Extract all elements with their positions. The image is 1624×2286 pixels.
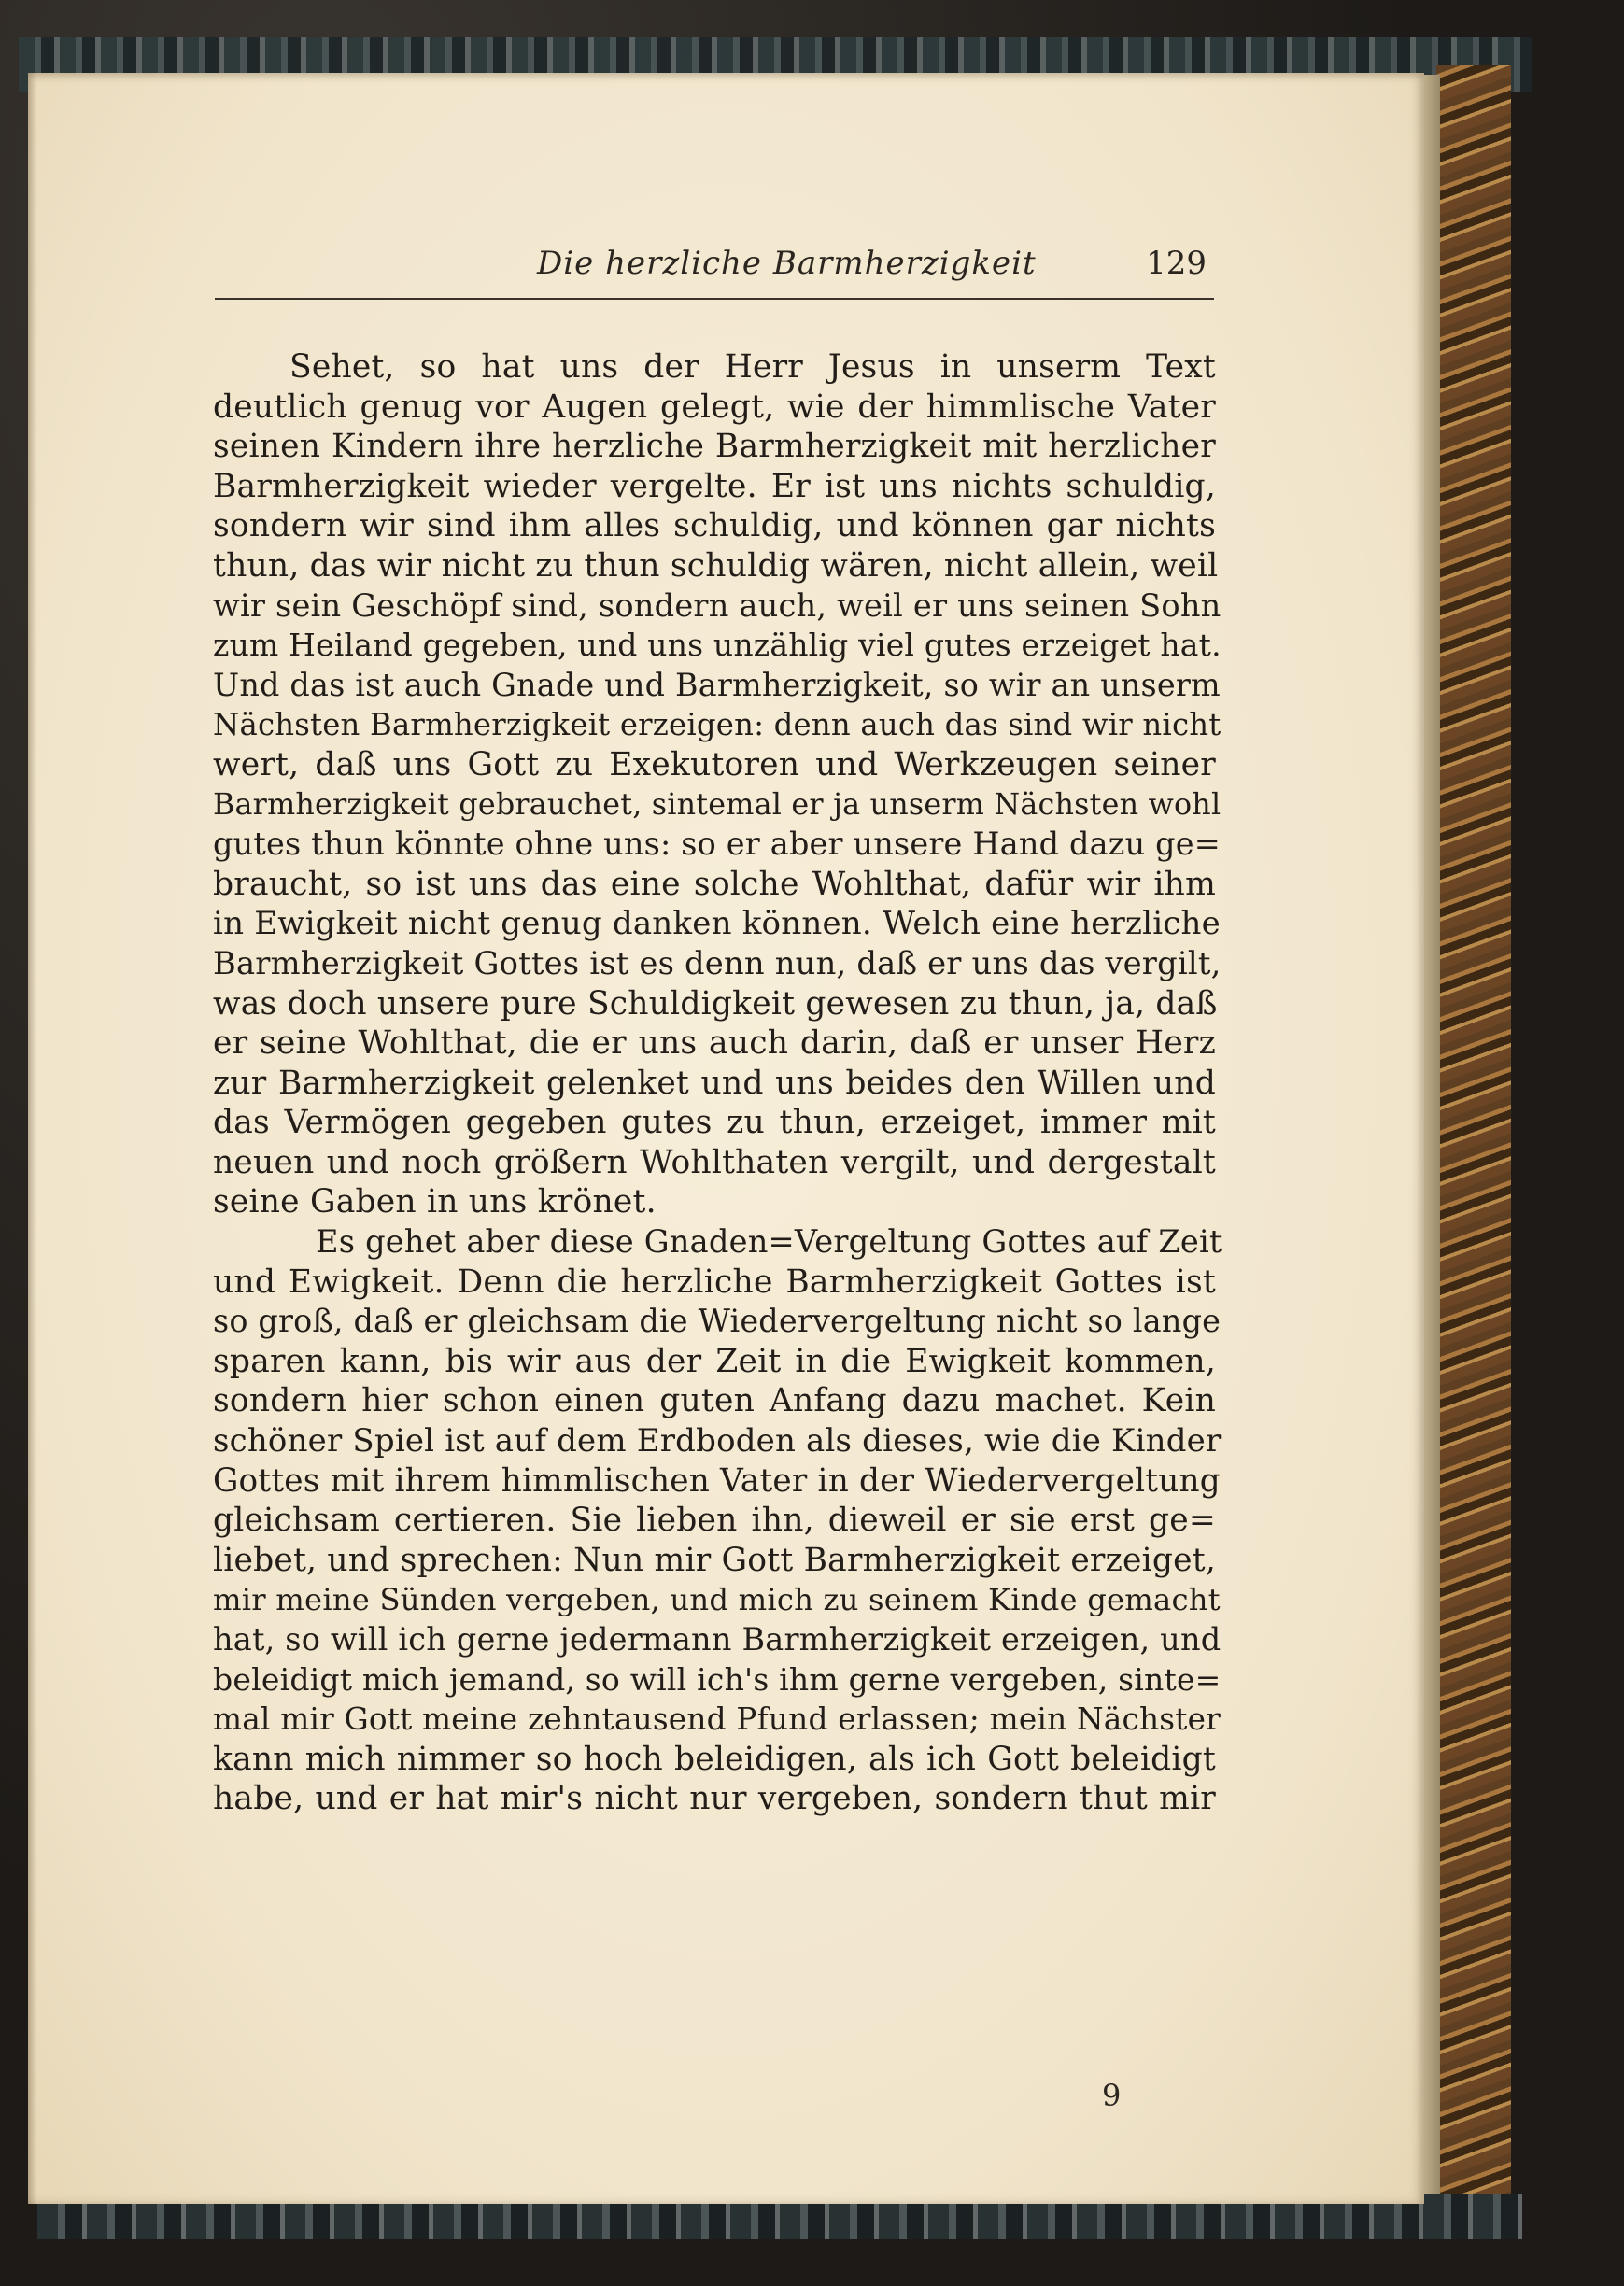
text-line: deutlich genug vor Augen gelegt, wie der himmlische Vater bbox=[213, 388, 1216, 426]
text-line: zur Barmherzigkeit gelenket und uns beides den Willen und bbox=[213, 1064, 1216, 1102]
text-line: sparen kann, bis wir aus der Zeit in die Ewigkeit kommen, bbox=[213, 1342, 1216, 1380]
text-line: wir sein Geschöpf sind, sondern auch, weil er uns seinen Sohn bbox=[213, 586, 1222, 624]
text-line: und Ewigkeit. Denn die herzliche Barmherzigkeit Gottes ist bbox=[213, 1263, 1216, 1301]
text-line: Es gehet aber diese Gnaden=Vergeltung Gottes auf Zeit bbox=[316, 1223, 1222, 1261]
signature-mark: 9 bbox=[1102, 2078, 1122, 2113]
text-line: mir meine Sünden vergeben, und mich zu seinem Kinde gemacht bbox=[213, 1582, 1221, 1618]
text-line: sondern hier schon einen guten Anfang dazu machet. Kein bbox=[213, 1382, 1216, 1420]
text-line: seine Gaben in uns krönet. bbox=[213, 1183, 657, 1221]
text-line: Sehet, so hat uns der Herr Jesus in unserm Text bbox=[289, 348, 1216, 386]
text-line: gutes thun könnte ohne uns: so er aber unsere Hand dazu ge= bbox=[213, 826, 1221, 863]
text-line: Barmherzigkeit Gottes ist es denn nun, daß er uns das vergilt, bbox=[213, 944, 1222, 981]
text-line: braucht, so ist uns das eine solche Wohlthat, dafür wir ihm bbox=[213, 865, 1216, 903]
text-line: wert, daß uns Gott zu Exekutoren und Werkzeugen seiner bbox=[213, 745, 1216, 783]
text-line: habe, und er hat mir's nicht nur vergeben, sondern thut mir bbox=[213, 1780, 1216, 1818]
text-line: hat, so will ich gerne jedermann Barmherzigkeit erzeigen, und bbox=[213, 1621, 1222, 1658]
text-line: Barmherzigkeit gebrauchet, sintemal er ja unserm Nächsten wohl bbox=[213, 787, 1222, 822]
text-line: Gottes mit ihrem himmlischen Vater in der Wiedervergeltung bbox=[213, 1461, 1221, 1500]
text-line: Nächsten Barmherzigkeit erzeigen: denn auch das sind wir nicht bbox=[213, 707, 1222, 743]
text-line: zum Heiland gegeben, und uns unzählig viel gutes erzeiget hat. bbox=[213, 627, 1222, 664]
text-line: mal mir Gott meine zehntausend Pfund erlassen; mein Nächster bbox=[213, 1701, 1222, 1738]
text-line: Barmherzigkeit wieder vergelte. Er ist uns nichts schuldig, bbox=[213, 467, 1216, 505]
text-line: neuen und noch größern Wohlthaten vergilt, und dergestalt bbox=[213, 1143, 1216, 1181]
text-line: thun, das wir nicht zu thun schuldig wären, nicht allein, weil bbox=[213, 546, 1219, 585]
text-line: so groß, daß er gleichsam die Wiedervergeltung nicht so lange bbox=[213, 1303, 1222, 1340]
text-line: seinen Kindern ihre herzliche Barmherzigkeit mit herzlicher bbox=[213, 428, 1216, 466]
page-number: 129 bbox=[1146, 245, 1207, 282]
page-gutter bbox=[28, 73, 37, 2204]
header-rule bbox=[215, 298, 1214, 300]
running-title: Die herzliche Barmherzigkeit bbox=[537, 245, 1037, 282]
text-line: beleidigt mich jemand, so will ich's ihm gerne vergeben, sinte= bbox=[213, 1660, 1222, 1698]
text-line: er seine Wohlthat, die er uns auch darin, daß er unser Herz bbox=[213, 1024, 1216, 1063]
text-line: Und das ist auch Gnade und Barmherzigkeit, so wir an unserm bbox=[213, 666, 1221, 703]
text-line: in Ewigkeit nicht genug danken können. Welch eine herzliche bbox=[213, 905, 1222, 943]
body-text bbox=[213, 347, 1222, 1819]
text-line: liebet, und sprechen: Nun mir Gott Barmherzigkeit erzeiget, bbox=[213, 1541, 1216, 1579]
text-line: schöner Spiel ist auf dem Erdboden als dieses, wie die Kinder bbox=[213, 1422, 1222, 1460]
text-line: sondern wir sind ihm alles schuldig, und können gar nichts bbox=[213, 507, 1216, 545]
marbled-endpaper bbox=[1436, 65, 1511, 2194]
text-line: gleichsam certieren. Sie lieben ihn, dieweil er sie erst ge= bbox=[213, 1502, 1216, 1540]
text-line: das Vermögen gegeben gutes zu thun, erzeiget, immer mit bbox=[213, 1104, 1216, 1142]
page-header bbox=[215, 245, 1214, 291]
text-line: was doch unsere pure Schuldigkeit gewesen zu thun, ja, daß bbox=[213, 984, 1218, 1023]
text-line: kann mich nimmer so hoch beleidigen, als ich Gott beleidigt bbox=[213, 1740, 1216, 1778]
